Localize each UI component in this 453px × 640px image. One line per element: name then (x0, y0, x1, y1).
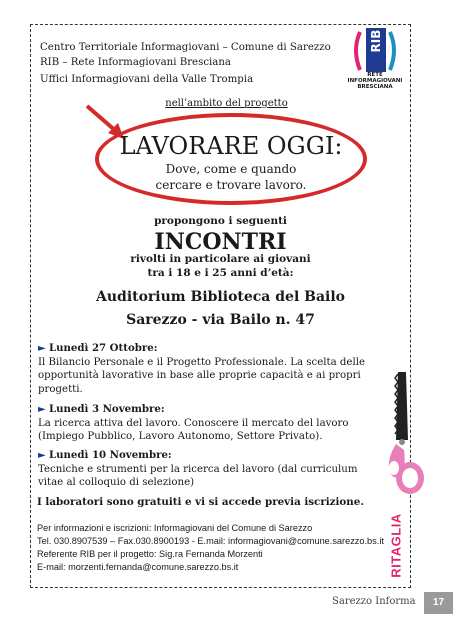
info-line-1: Per informazioni e iscrizioni: Informagiovani del Comune di Sarezzo (37, 523, 313, 533)
venue-name: Auditorium Biblioteca del Bailo (95, 289, 346, 305)
rivolti-text: rivolti in particolare ai giovani (130, 253, 311, 265)
triangle-bullet-icon: ► (38, 450, 46, 461)
project-title: LAVORARE OGGI: (119, 132, 343, 160)
propongono-text: propongono i seguenti (154, 215, 287, 227)
rib-caption-2: INFORMAGIOVANI (347, 78, 403, 84)
ambito-text: nell’ambito del progetto (165, 98, 288, 109)
header-line-2: RIB – Rete Informagiovani Bresciana (40, 57, 231, 68)
free-note: I laboratori sono gratuiti e vi si accede previa iscrizione. (37, 496, 364, 508)
eta-text: tra i 18 e i 25 anni d’età: (147, 267, 294, 279)
incontri-heading: INCONTRI (154, 229, 287, 255)
rib-caption-1: RETE (367, 72, 383, 78)
rib-logo (346, 28, 404, 92)
info-line-4: E-mail: morzenti.fernanda@comune.sarezzo.bs.it (37, 562, 239, 572)
page-number: 17 (424, 592, 453, 614)
rib-logo-letters: RIB (369, 29, 383, 53)
header-line-3: Uffici Informagiovani della Valle Trompia (40, 74, 254, 85)
venue-address: Sarezzo - via Bailo n. 47 (126, 312, 315, 328)
magazine-name: Sarezzo Informa (332, 596, 416, 607)
ritaglia-label: RITAGLIA (388, 513, 404, 578)
info-line-3: Referente RIB per il progetto: Sig.ra Fernanda Morzenti (37, 549, 263, 559)
header-line-1: Centro Territoriale Informagiovani – Comune di Sarezzo (40, 42, 331, 53)
schedule-item: ► Lunedì 27 Ottobre: Il Bilancio Personale e il Progetto Professionale. La scelta delle opportunità lavorative in base alle proprie capacità e ai propri progetti. (38, 342, 366, 395)
triangle-bullet-icon: ► (38, 343, 46, 354)
rib-caption-3: BRESCIANA (357, 84, 393, 90)
schedule-item: ► Lunedì 3 Novembre: La ricerca attiva del lavoro. Conoscere il mercato del lavoro (Impiego Pubblico, Lavoro Autonomo, Settore Privato). (38, 403, 349, 442)
info-line-2: Tel. 030.8907539 – Fax.030.8900193 - E.mail: informagiovani@comune.sarezzo.bs.it (37, 536, 384, 546)
triangle-bullet-icon: ► (38, 404, 46, 415)
project-subtitle-1: Dove, come e quando (165, 162, 297, 176)
schedule-item: ► Lunedì 10 Novembre: Tecniche e strumenti per la ricerca del lavoro (dal curriculum vitae al colloquio di selezione) (38, 449, 358, 488)
project-subtitle-2: cercare e trovare lavoro. (155, 178, 307, 192)
scissors-icon (378, 370, 434, 500)
